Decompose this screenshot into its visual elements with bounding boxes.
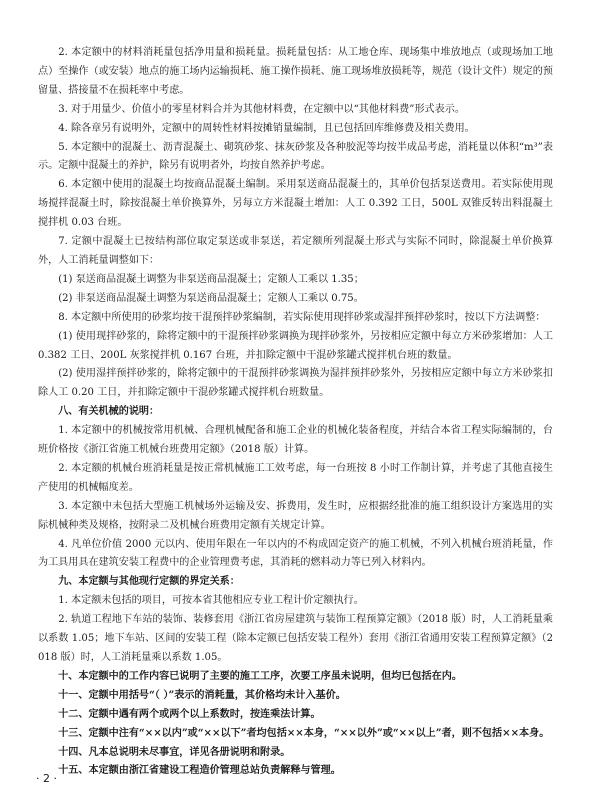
para-mortar-2: (2) 使用湿拌预拌砂浆的，除将定额中的干混预拌砂浆调换为湿拌预拌砂浆外，另按相应定额中每立方米砂浆扣除人工 0.20 工日，并扣除定额中干混砂浆罐式搅拌机台班数量。 bbox=[38, 368, 553, 399]
para-material-consumption: 2. 本定额中的材料消耗量包括净用量和损耗量。损耗量包括：从工地仓库、现场集中堆放地点（或现场加工地点）至操作（或安装）地点的施工场内运输损耗、施工操作损耗、施工现场堆放损耗等，规范（设计文件）规定的预留量、搭接量不在损耗率中考虑。 bbox=[38, 47, 553, 96]
para-machinery-2: 2. 本定额的机械台班消耗量是按正常机械施工工效考虑，每一台班按 8 小时工作制计算，并考虑了其他直接生产使用的机械幅度差。 bbox=[38, 462, 553, 493]
document-body bbox=[38, 44, 553, 781]
para-boundary-1: 1. 本定额未包括的项目，可按本省其他相应专业工程计价定额执行。 bbox=[58, 595, 364, 607]
para-semi-finished: 5. 本定额中的混凝土、沥青混凝土、砌筑砂浆、抹灰砂浆及各种胶泥等均按半成品考虑，消耗量以体积“m³”表示。定额中混凝土的养护，除另有说明者外，均按自然养护考虑。 bbox=[38, 141, 553, 172]
para-pumping-adjust-2: (2) 非泵送商品混凝土调整为泵送商品混凝土；定额人工乘以 0.75。 bbox=[58, 292, 364, 304]
para-machinery-1: 1. 本定额中的机械按常用机械、合理机械配备和施工企业的机械化装备程度，并结合本省工程实际编制的，台班价格按《浙江省施工机械台班费用定额》（2018 版）计算。 bbox=[38, 425, 553, 456]
page-number: · 2 · bbox=[36, 772, 57, 785]
section-heading-boundary: 九、本定额与其他现行定额的界定关系： bbox=[58, 576, 240, 588]
para-other-material-cost: 3. 对于用量少、价值小的零星材料合并为其他材料费，在定额中以“其他材料费”形式表示。 bbox=[58, 103, 465, 115]
para-commercial-concrete: 6. 本定额中使用的混凝土均按商品混凝土编制。采用泵送商品混凝土的，其单价包括泵送费用。若实际使用现场搅拌混凝土时，除按混凝土单价换算外，另每立方米混凝土增加：人工 0.392 工日，500L 双锥反转出料混凝土搅拌机 0.03 台班。 bbox=[38, 179, 553, 229]
para-boundary-2: 2. 轨道工程地下车站的装饰、装修套用《浙江省房屋建筑与装饰工程预算定额》（2018 版）时，人工消耗量乘以系数 1.05；地下车站、区间的安装工程（除本定额已包括安装工程外）套用《浙江省通用安装工程预算定额》（2018 版）时，人工消耗量乘以系数 1.05。 bbox=[38, 614, 553, 663]
section-13: 十三、定额中注有“××以内”或“××以下”者均包括××本身，“××以外”或“××以上”者，则不包括××本身。 bbox=[58, 727, 550, 739]
section-12: 十二、定额中遇有两个或两个以上系数时，按连乘法计算。 bbox=[58, 708, 321, 720]
para-pumping-adjust-1: (1) 泵送商品混凝土调整为非泵送商品混凝土；定额人工乘以 1.35； bbox=[58, 273, 364, 285]
para-machinery-4: 4. 凡单位价值 2000 元以内、使用年限在一年以内的不构成固定资产的施工机械，不列入机械台班消耗量，作为工具用具在建筑安装工程费中的企业管理费考虑，其消耗的燃料动力等已列入材料内。 bbox=[38, 538, 553, 569]
para-revolving-material: 4. 除各章另有说明外，定额中的周转性材料按摊销量编制，且已包括回库维修费及相关费用。 bbox=[58, 122, 475, 134]
section-heading-machinery: 八、有关机械的说明： bbox=[58, 406, 160, 418]
section-15: 十五、本定额由浙江省建设工程造价管理总站负责解释与管理。 bbox=[58, 765, 341, 777]
para-mortar-1: (1) 使用现拌砂浆的，除将定额中的干混预拌砂浆调换为现拌砂浆外，另按相应定额中每立方米砂浆增加：人工 0.382 工日、200L 灰浆搅拌机 0.167 台班，并扣除定额中干混砂浆罐式搅拌机台班的数量。 bbox=[38, 330, 553, 361]
para-machinery-3: 3. 本定额中未包括大型施工机械场外运输及安、拆费用，发生时，应根据经批准的施工组织设计方案选用的实际机械种类及规格，按附录二及机械台班费用定额有关规定计算。 bbox=[38, 500, 553, 531]
para-pumping-adjust: 7. 定额中混凝土已按结构部位取定泵送或非泵送，若定额所列混凝土形式与实际不同时，除混凝土单价换算外，人工消耗量调整如下： bbox=[38, 236, 553, 266]
section-14: 十四、凡本总说明未尽事宜，详见各册说明和附录。 bbox=[58, 746, 291, 758]
section-10: 十、本定额中的工作内容已说明了主要的施工工序，次要工序虽未说明，但均已包括在内。 bbox=[58, 670, 462, 682]
section-11: 十一、定额中用括号“（ ）”表示的消耗量，其价格均未计入基价。 bbox=[58, 689, 346, 701]
para-mortar: 8. 本定额中所使用的砂浆均按干混预拌砂浆编制，若实际使用现拌砂浆或湿拌预拌砂浆时，按以下方法调整： bbox=[58, 311, 546, 323]
